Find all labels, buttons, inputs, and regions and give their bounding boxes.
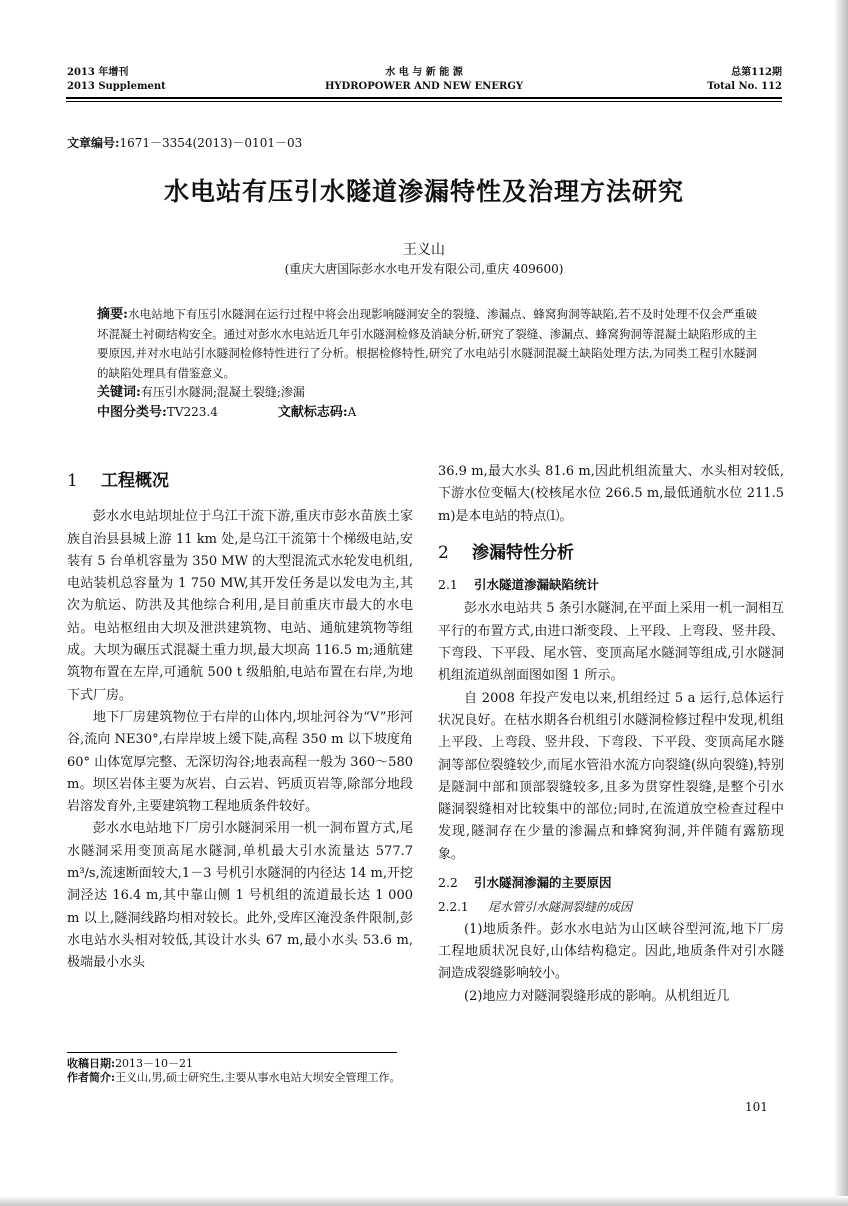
page-bottom-shadow [0,1196,848,1206]
paragraph-inspection-findings: 自 2008 年投产发电以来,机组经过 5 a 运行,总体运行状况良好。在枯水期各台机组引水隧洞检修过程中发现,机组上平段、上弯段、竖井段、下弯段、下平段、变顶高尾水隧洞等部位裂缝较少,而尾水管沿水流方向裂缝(纵向裂缝),特别是隧洞中部和顶部裂缝较多,且多为贯穿性裂缝,是整个引水隧洞裂缝相对比较集中的部位;同时,在流道放空检查过程中发现,隧洞存在少量的渗漏点和蜂窝狗洞,并伴随有露筋现象。 [438,690,784,862]
section-1-heading [67,470,413,492]
section-2-title: 渗漏特性分析 [472,542,574,563]
section-2-2-heading [438,872,784,894]
author-bio: 王义山,男,硕士研究生,主要从事水电站大坝安全管理工作。 [115,1071,401,1084]
abstract [97,305,757,383]
left-column [67,470,413,975]
received-date: 2013－10－21 [115,1057,194,1070]
section-2-1-number: 2.1 [438,577,458,593]
header-right [660,66,782,94]
page-number: 101 [745,1100,768,1114]
section-2-2-1-number: 2.2.1 [438,900,469,915]
section-1-title: 工程概况 [101,471,169,491]
paragraph-project-overview: 彭水水电站坝址位于乌江干流下游,重庆市彭水苗族土家族自治县县城上游 11 km 处,是乌江干流第十个梯级电站,安装有 5 台单机容量为 350 MW 的大型混流式水轮发电机组,电站装机总容量为 1 750 MW,其开发任务是以发电为主,其次为航运、防洪及其他综合利用,是目前重庆市最大的水电站。电站枢纽由大坝及泄洪建筑物、电站、通航建筑物等组成。大坝为碾压式混凝土重力坝,最大坝高 116.5 m;通航建筑物布置在左岸,可通航 500 t 级船舶,电站布置在右岸,为地下式厂房。 [67,509,413,703]
section-1-number: 1 [67,471,78,491]
issue-total-cn: 总第112期 [731,67,782,78]
author-bio-label: 作者简介: [67,1071,116,1084]
received-date-line [67,1057,193,1070]
section-2-2-1-title: 尾水管引水隧洞裂缝的成因 [488,900,633,915]
keywords-label: 关键词: [97,385,141,400]
section-2-1-title: 引水隧道渗漏缺陷统计 [474,577,600,593]
footnote-rule [67,1052,397,1053]
article-number [67,134,302,151]
clc-value: TV223.4 [166,404,218,419]
right-column [438,461,784,1008]
paragraph-geological-conditions: (1)地质条件。彭水水电站为山区峡谷型河流,地下厂房工程地质状况良好,山体结构稳定。因此,地质条件对引水隧洞造成裂缝影响较小。 [438,921,784,982]
author-name: 王义山 [403,242,445,258]
received-date-label: 收稿日期: [67,1057,116,1070]
section-2-number: 2 [438,542,449,563]
paper-title: 水电站有压引水隧道渗漏特性及治理方法研究 [163,177,684,206]
journal-name-en: HYDROPOWER AND NEW ENERGY [324,81,524,92]
section-2-2-number: 2.2 [438,875,458,891]
header-rule-thick [66,97,782,99]
keywords [97,383,757,403]
section-2-1-heading [438,574,784,596]
abstract-label: 摘要: [97,307,128,322]
paragraph-head-levels: 36.9 m,最大水头 81.6 m,因此机组流量大、水头相对较低,下游水位变幅大(校核尾水位 266.5 m,最低通航水位 211.5 m)是本电站的特点⑴。 [438,464,784,524]
section-2-heading [438,542,784,564]
paragraph-tunnel-layout: 彭水水电站地下厂房引水隧洞采用一机一洞布置方式,尾水隧洞采用变顶高尾水隧洞,单机最大引水流量达 577.7 m³/s,流速断面较大,1－3 号机引水隧洞的内径达 14 m,开挖洞泾达 16.4 m,其中靠山侧 1 号机组的流道最长达 1 000 m 以上,隧洞线路均相对较长。此外,受库区淹没条件限制,彭水电站水头相对较低,其设计水头 67 m,最小水头 53.6 m,极端最小水头 [67,821,413,971]
author-bio-line [67,1071,401,1084]
article-number-value: 1671－3354(2013)－0101－03 [119,136,303,150]
header-rule-thin [66,101,782,102]
paragraph-ground-stress: (2)地应力对隧洞裂缝形成的影响。从机组近几 [464,988,730,1004]
paragraph-geology: 地下厂房建筑物位于右岸的山体内,坝址河谷为“V”形河谷,流向 NE30°,右岸岸坡上缓下陡,高程 350 m 以下坡度角 60° 山体宽厚完整、无深切沟谷;地表高程一般为 360～580 m。坝区岩体主要为灰岩、白云岩、钙质页岩等,除部分地段岩溶发育外,主要建筑物工程地质条件较好。 [67,709,413,815]
doc-code-value: A [347,404,357,419]
article-number-label: 文章编号: [67,136,120,150]
header-year: 2013 年增刊 [67,67,129,78]
section-2-2-title: 引水隧洞渗漏的主要原因 [474,875,612,891]
journal-name-cn: 水 电 与 新 能 源 [385,67,463,78]
section-2-2-1-heading [438,896,784,918]
abstract-text: 水电站地下有压引水隧洞在运行过程中将会出现影响隧洞安全的裂缝、渗漏点、蜂窝狗洞等缺陷,若不及时处理不仅会严重破坏混凝土衬砌结构安全。通过对彭水水电站近几年引水隧洞检修及消缺分析,研究了裂缝、渗漏点、蜂窝狗洞等混凝土缺陷形成的主要原因,并对水电站引水隧洞检修特性进行了分析。根据检修特性,研究了水电站引水隧洞混凝土缺陷处理方法,为同类工程引水隧洞的缺陷处理具有借鉴意义。 [97,307,757,380]
author-affiliation: (重庆大唐国际彭水水电开发有限公司,重庆 409600) [284,262,564,276]
keywords-text: 有压引水隧洞;混凝土裂缝;渗漏 [140,385,305,399]
paragraph-tunnel-structure: 彭水水电站共 5 条引水隧洞,在平面上采用一机一洞相互平行的布置方式,由进口渐变段、上平段、上弯段、竖井段、下弯段、下平段、尾水管、变顶高尾水隧洞等组成,引水隧洞机组流道纵剖面图如图 1 所示。 [438,601,784,684]
header-supplement: 2013 Supplement [67,81,166,92]
abstract-block [97,305,757,422]
clc-label: 中图分类号: [97,404,167,420]
doc-code-label: 文献标志码: [277,404,348,420]
classification-line [97,403,757,423]
issue-total-en: Total No. 112 [707,81,782,92]
